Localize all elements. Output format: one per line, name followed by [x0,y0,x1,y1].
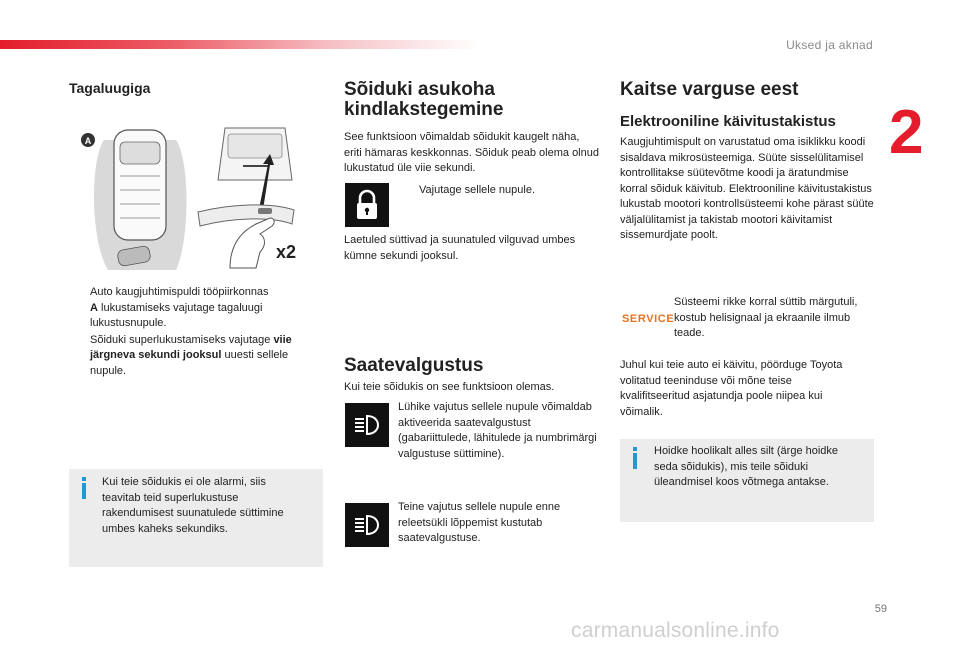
middle-column [344,80,600,177]
section-title-escort: Saatevalgustus [344,355,484,376]
escort-intro: Kui teie sõidukis on see funktsioon olemas. [344,381,555,393]
right-column [620,80,874,244]
locate-intro: See funktsioon võimaldab sõidukit kaugelt näha, eriti hämaras keskkonnas. Sõiduk peab olema olnud lukustatud üle viie sekundi. [344,131,599,174]
lock-instruction: Vajutage sellele nupule. [419,184,535,196]
service-text: Süsteemi rikke korral süttib märgutuli, kostub helisignaal ja ekraanile ilmub teade. [674,296,858,339]
info-text: Kui teie sõidukis ei ole alarmi, siis teavitab teid superlukustuse rakendumisest suunatulede süttimine umbes kaheks sekundiks. [102,476,284,535]
left-instructions [69,285,319,380]
section-title-immobiliser: Elektrooniline käivitustakistus [620,113,836,130]
info-icon [633,447,637,469]
no-start-text: Juhul kui teie auto ei käivitu, pöörduge Toyota volitatud teeninduse või mõne teise kvalifitseeritud asjatundja poole niipea kui võimalik. [620,359,843,418]
immobiliser-text: Kaugjuhtimispult on varustatud oma isiklikku koodi sisaldava mikrosüsteemiga. Süüte sisselülitamisel kontrollitakse süütevõtme koodi ja äratundmise korral sõiduk käivitub. Elektrooniline käivitustakistus lukustab mootori kontrollsüsteemi kohe pärast süüte väljalülitamist ja takistab mootori käivitamist sissemurdjate poolt. [620,136,874,241]
car-key-illustration-icon [80,120,308,280]
header-accent-bar [0,40,480,49]
headlamp-button-icon [345,403,389,447]
watermark: carmanualsonline.info [571,619,780,642]
section-title-theft: Kaitse varguse eest [620,79,799,100]
chapter-number: 2 [889,98,924,167]
list-item: Sõiduki superlukustamiseks vajutage viie järgneva sekundi jooksul uuesti sellele nupule. [90,333,292,377]
callout-a-label: A [84,136,92,146]
page-number: 59 [874,603,887,615]
tailgate-lock-illustration [80,120,308,280]
service-warning-icon: SERVICE [622,313,675,325]
info-box-key-label [620,439,874,522]
lights-text: Laetuled süttivad ja suunatuled vilguvad umbes kümne sekundi jooksul. [344,234,576,262]
lock-button-icon [345,183,389,227]
escort-short-press: Lühike vajutus sellele nupule võimaldab aktiveerida saatevalgustust (gabariittulede, lähitulede ja numbrimärgi valgustuse süttimine). [398,401,597,460]
info-text: Hoidke hoolikalt alles silt (ärge hoidke seda sõidukis), mis teile sõiduki üleandmisel koos võtmega antakse. [654,445,839,488]
section-title-locate: Sõiduki asukoha kindlakstegemine [344,79,504,120]
list-item: Auto kaugjuhtimispuldi tööpiirkonnas A lukustamiseks vajutage tagaluugi lukustusnupule. [90,286,269,329]
escort-second-press: Teine vajutus sellele nupule enne releetsükli lõppemist kustutab saatevalgustuse. [398,501,561,544]
press-twice-label: x2 [276,242,297,262]
running-head: Uksed ja aknad [786,38,873,52]
section-title-tailgate: Tagaluugiga [69,80,151,96]
info-box-no-alarm [69,469,323,567]
headlamp-button-icon [345,503,389,547]
info-icon [82,477,86,499]
